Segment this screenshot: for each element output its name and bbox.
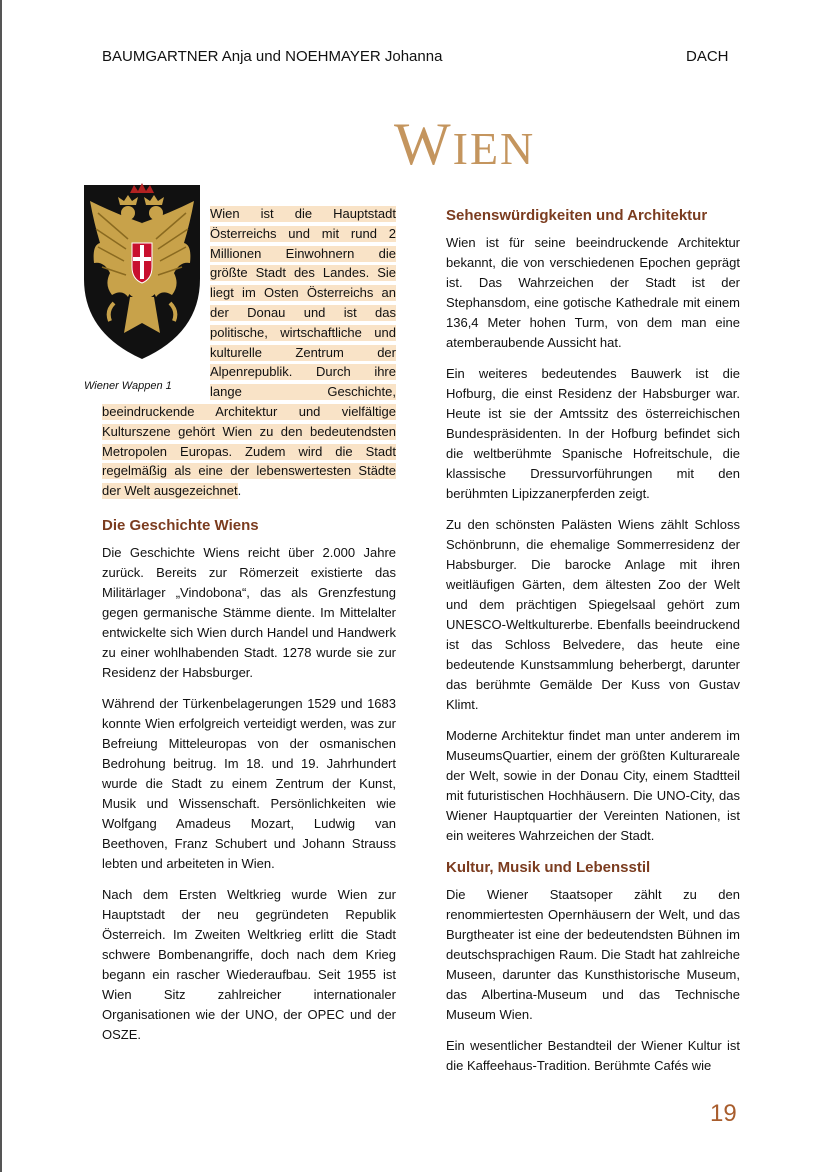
section	[446, 857, 740, 1076]
figure-caption: Wiener Wappen 1	[84, 380, 172, 392]
intro-line-text: Metropolen Europas. Zudem wird die Stadt	[102, 443, 396, 459]
header-authors: BAUMGARTNER Anja und NOEHMAYER Johanna	[102, 48, 443, 65]
section-heading: Kultur, Musik und Lebensstil	[446, 859, 651, 876]
intro-line-text: Kulturszene gehört Wien zu den bedeutendsten	[102, 423, 396, 439]
section-paragraph: Nach dem Ersten Weltkrieg wurde Wien zur Hauptstadt der neu gegründeten Republik Österreich. Im Zweiten Weltkrieg erlitt die Stadt schwere Bombenangriffe, doch nach dem Krieg begann ein rascher Wiederaufbau. Seit 1955 ist Wien Sitz zahlreicher internationaler Organisationen wie der UNO, der OPEC und der OSZE.	[102, 887, 396, 1042]
section-paragraph: Die Geschichte Wiens reicht über 2.000 Jahre zurück. Bereits zur Römerzeit existierte das Militärlager „Vindobona“, das als Grenzfestung gegen germanische Stämme diente. Im Mittelalter entwickelte sich Wien durch Handel und Handwerk zu einer wohlhabenden Stadt. 1278 wurde sie zur Residenz der Habsburger.	[102, 545, 396, 680]
intro-line-text: kulturelle Zentrum der	[210, 344, 396, 360]
intro-line-text: beeindruckende Architektur und vielfältige	[102, 404, 396, 419]
intro-line-text: größte Stadt des Landes. Sie	[210, 265, 396, 281]
intro-line-text: der Welt ausgezeichnet	[102, 483, 238, 499]
intro-line-text: Millionen Einwohnern die	[210, 245, 396, 261]
intro-line-text: politische, wirtschaftliche und	[210, 324, 396, 340]
title-rest: IEN	[452, 123, 536, 174]
section-paragraph: Moderne Architektur findet man unter anderem im MuseumsQuartier, einem der größten Kulturareale der Welt, sowie in der Donau City, einem Stadtteil mit futuristischen Hochhäusern. Die UNO-City, das Wiener Hauptquartier der Vereinten Nationen, ist ein weiteres Wahrzeichen der Stadt.	[446, 728, 740, 843]
title-initial: W	[394, 111, 453, 177]
intro-line-text: lange Geschichte,	[210, 384, 396, 400]
page-number: 19	[710, 1100, 737, 1127]
intro-line-text: Alpenrepublik. Durch ihre	[210, 364, 396, 380]
section-paragraph: Die Wiener Staatsoper zählt zu den renommiertesten Opernhäusern der Welt, und das Burgtheater ist eine der bedeutendsten Bühnen im deutschsprachigen Raum. Die Stadt hat zahlreiche Museen, darunter das Kunsthistorische Museum, das Albertina-Museum und das Technische Museum Wien.	[446, 887, 740, 1022]
intro-line	[102, 424, 396, 440]
intro-line	[210, 265, 396, 281]
intro-line-text: regelmäßig als eine der lebenswertesten Städte	[102, 463, 396, 479]
section-paragraph: Während der Türkenbelagerungen 1529 und 1683 konnte Wien erfolgreich verteidigt werden, was zur Befreiung Mitteleuropas von der osmanischen Bedrohung beitrug. Im 18. und 19. Jahrhundert wurde die Stadt zu einem Zentrum der Kunst, Musik und Wissenschaft. Persönlichkeiten wie Wolfgang Amadeus Mozart, Ludwig van Beethoven, Franz Schubert und Johann Strauss lebten und arbeiteten in Wien.	[102, 696, 396, 871]
intro-line	[102, 404, 396, 420]
page-edge	[0, 0, 2, 1172]
section-heading: Sehenswürdigkeiten und Architektur	[446, 207, 708, 224]
section	[102, 515, 396, 1045]
intro-line	[102, 444, 396, 460]
intro-line	[210, 364, 396, 380]
intro-line	[102, 463, 396, 479]
intro-line-text: liegt im Osten Österreichs an	[210, 285, 396, 301]
left-column	[102, 515, 396, 1056]
section-paragraph: Ein wesentlicher Bestandteil der Wiener Kultur ist die Kaffeehaus-Tradition. Berühmte Cafés wie	[446, 1038, 740, 1073]
intro-line	[210, 206, 396, 222]
intro-line-text: der Donau und ist das	[210, 305, 396, 320]
intro-end: .	[237, 483, 242, 499]
intro-line	[210, 345, 396, 361]
coat-of-arms-icon	[84, 183, 200, 361]
intro-line	[102, 483, 396, 499]
section-paragraph: Wien ist für seine beeindruckende Architektur bekannt, die von verschiedenen Epochen geprägt ist. Das Wahrzeichen der Stadt ist der Stephansdom, eine gotische Kathedrale mit einem 136,4 Meter hohen Turm, von dem man eine atemberaubende Aussicht hat.	[446, 235, 740, 350]
intro-line	[210, 226, 396, 242]
intro-line	[210, 384, 396, 400]
section-paragraph: Ein weiteres bedeutendes Bauwerk ist die Hofburg, die einst Residenz der Habsburger war. Heute ist sie der Amtssitz des österreichischen Bundespräsidenten. In der Hofburg befindet sich die weltberühmte Spanische Hofreitschule, die klassische Dressurvorführungen mit den berühmten Lipizzanerpferden zeigt.	[446, 366, 740, 501]
section-heading: Die Geschichte Wiens	[102, 517, 259, 534]
right-column	[446, 205, 740, 1087]
intro-line	[210, 285, 396, 301]
header-tag: DACH	[686, 48, 729, 65]
intro-line	[210, 325, 396, 341]
section-paragraph: Zu den schönsten Palästen Wiens zählt Schloss Schönbrunn, die ehemalige Sommerresidenz der Habsburger. Die barocke Anlage mit ihren weitläufigen Gärten, dem ältesten Zoo der Welt und dem prächtigen Spiegelsaal gehört zum UNESCO-Weltkulturerbe. Ebenfalls beeindruckend ist das Schloss Belvedere, das heute eine bedeutende Kunstsammlung beherbergt, darunter das berühmte Gemälde Der Kuss von Gustav Klimt.	[446, 517, 740, 712]
section	[446, 205, 740, 846]
intro-line-text: Österreichs und mit rund 2	[210, 225, 396, 241]
intro-line-text: Wien ist die Hauptstadt	[210, 206, 396, 221]
intro-line	[210, 246, 396, 262]
intro-line	[210, 305, 396, 321]
page-title	[394, 110, 535, 179]
